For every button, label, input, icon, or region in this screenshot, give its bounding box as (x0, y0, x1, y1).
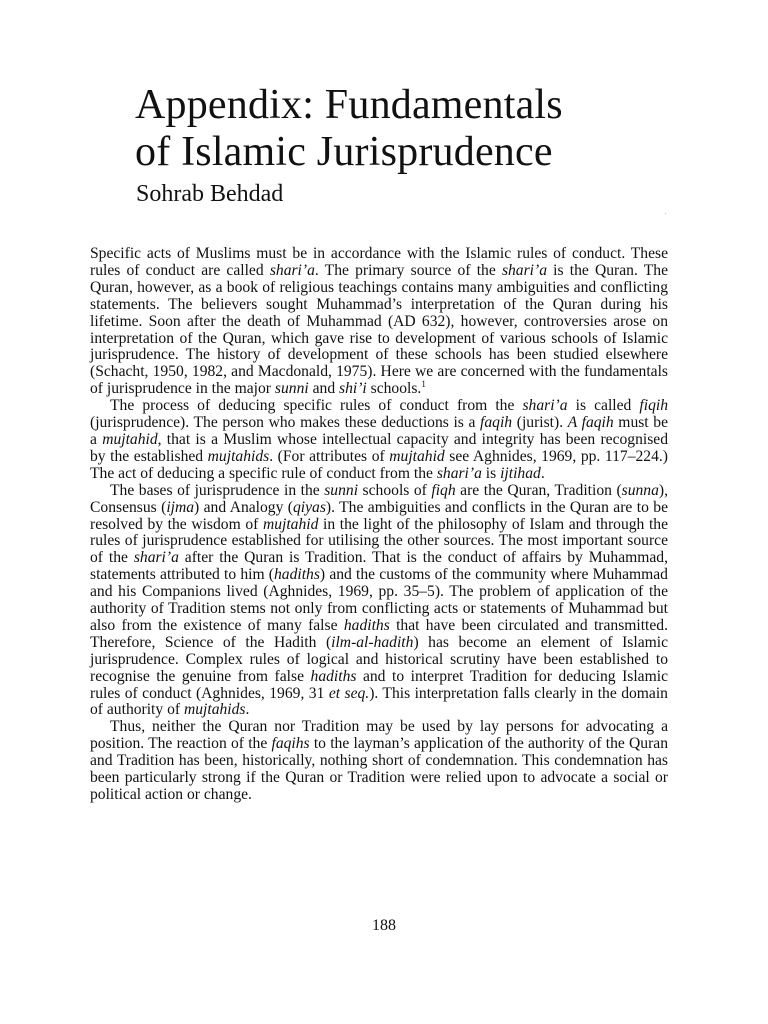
italic-term: shari’a (436, 464, 482, 482)
text-run: The process of deducing specific rules of conduct from the (110, 397, 523, 415)
text-run: to the layman’s application of the authority of the Quran and Tradition has been, historically, nothing short of condemnation. This condemnation has been particularly strong if the Quran or Tradition were relied upon to advocate a social or political action or change. (90, 735, 668, 803)
text-run: after the Quran is Tradition. That is the conduct of affairs by Muhammad, statements attributed to him ( (90, 549, 668, 584)
italic-term: sunni (274, 380, 309, 398)
text-run: ), Consensus ( (90, 481, 668, 516)
chapter-title (135, 82, 715, 176)
italic-term: ijtihad (500, 464, 541, 482)
text-run: ). The ambiguities and conflicts in the Quran are to be resolved by the wisdom of (90, 498, 668, 533)
text-run: is called (567, 397, 640, 415)
italic-term: shari’a (133, 549, 179, 567)
text-run: Specific acts of Muslims must be in accordance with the Islamic rules of conduct. These rules of conduct are called (90, 245, 668, 279)
italic-term: sunna (621, 481, 659, 499)
text-run: . (For attributes of (269, 447, 390, 465)
text-run: in the light of the philosophy of Islam and through the rules of jurisprudence established for utilising the other sources. The most important source of the (90, 515, 669, 567)
paragraph (90, 246, 668, 398)
chapter-title-line-1: Appendix: Fundamentals (135, 82, 563, 128)
text-run: and (308, 380, 340, 398)
text-run: see Aghnides, 1969, pp. 117–224.) The act of deducing a specific rule of conduct from the (90, 447, 668, 482)
italic-term: mujtahids (207, 447, 270, 465)
author-name: Sohrab Behdad (136, 181, 284, 207)
italic-term: faqihs (271, 735, 310, 753)
italic-term: A faqih (567, 414, 614, 432)
text-run: ) and Analogy ( (194, 498, 293, 516)
text-run: . (540, 464, 545, 482)
paragraph (90, 398, 668, 483)
scan-speck (665, 213, 666, 214)
italic-term: hadiths (274, 566, 320, 584)
text-run: and to interpret Tradition for deducing Islamic rules of conduct (Aghnides, 1969, 31 (90, 667, 668, 702)
italic-term: fiqih (639, 397, 669, 415)
text-run: that have been circulated and transmitted. Therefore, Science of the Hadith ( (90, 616, 669, 651)
text-run: is (481, 464, 501, 482)
paragraph (90, 719, 668, 804)
text-run: schools. (366, 380, 422, 398)
italic-term: mujtahids (183, 701, 246, 719)
italic-term: shari’a (522, 397, 568, 415)
italic-term: ilm-al-hadith (331, 633, 414, 651)
text-run: . (245, 701, 250, 719)
page-number: 188 (372, 917, 396, 934)
text-run: schools of (358, 481, 432, 499)
text-run: ) and the customs of the community where Muhammad and his Companions lived (Aghnides, 1969, pp. 35–5). The problem of application of the authority of Tradition stems not only from conflicting acts or statements of Muhammad but also from the existence of many false (90, 566, 668, 634)
body-text (90, 246, 668, 804)
italic-term: mujtahid (389, 447, 445, 465)
italic-term: qiyas (293, 498, 326, 516)
text-run: (jurisprudence). The person who makes these deductions is a (90, 414, 481, 432)
italic-term: shari’a (269, 261, 315, 279)
footnote-marker: 1 (421, 379, 426, 390)
text-run: ) has become an element of Islamic jurisprudence. Complex rules of logical and historical scrutiny have been established to recognise the genuine from false (90, 633, 668, 685)
italic-term: sunni (324, 481, 359, 499)
italic-term: ijma (166, 498, 195, 516)
italic-term: shi’i (339, 380, 367, 398)
paragraph (90, 483, 668, 720)
italic-term: mujtahid (102, 430, 158, 448)
text-run: The bases of jurisprudence in the (110, 481, 325, 499)
italic-term: fiqh (431, 481, 456, 499)
text-run: Thus, neither the Quran nor Tradition may be used by lay persons for advocating a position. The reaction of the (90, 718, 668, 753)
text-run: are the Quran, Tradition ( (455, 481, 622, 499)
text-run: is the Quran. The Quran, however, as a book of religious teachings contains many ambiguities and conflicting statements. The believers sought Muhammad’s interpretation of the Quran during his lifetime. Soon after the death of Muhammad (AD 632), however, controversies arose on interpretation of the Quran, which gave rise to development of various schools of Islamic jurisprudence. The history of development of these schools has been studied elsewhere (Schacht, 1950, 1982, and Macdonald, 1975). Here we are concerned with the fundamentals of jurisprudence in the major (90, 261, 668, 398)
italic-term: hadiths (310, 667, 357, 685)
text-run: ). This interpretation falls clearly in the domain of authority of (90, 684, 668, 719)
italic-term: et seq. (328, 684, 370, 702)
italic-term: hadiths (343, 616, 390, 634)
italic-term: mujtahid (262, 515, 319, 533)
italic-term: faqih (480, 414, 513, 432)
italic-term: shari’a (501, 261, 547, 279)
text-run: (jurist). (512, 414, 568, 432)
chapter-title-line-2: of Islamic Jurisprudence (135, 129, 553, 175)
text-run: . The primary source of the (314, 261, 502, 279)
text-run: , that is a Muslim whose intellectual capacity and integrity has been recognised by the established (90, 430, 668, 465)
text-run: must be a (90, 414, 668, 448)
